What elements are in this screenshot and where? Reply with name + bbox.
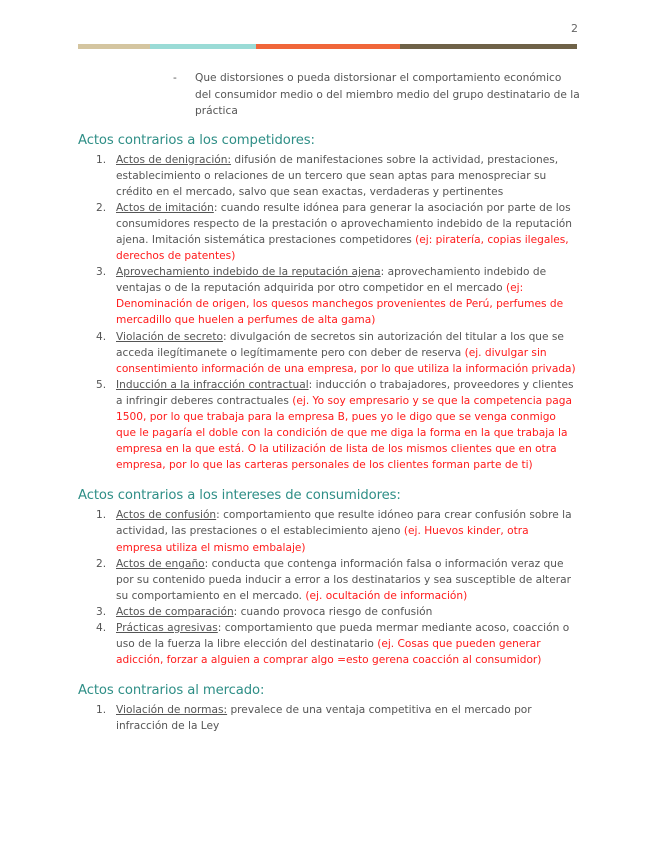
item-number: 5. [96,378,107,391]
item-number: 1. [96,509,107,522]
item-term: Violación de normas: [116,704,228,717]
color-bar-segment-teal [150,44,256,49]
item-example: (ej. Yo soy empresario y se que la competencia paga 1500, por lo que trabaja para la empresa B, pues yo le digo que se venga conmigo que le pagaría el doble con la condición de que me diga la forma en la que trabaja la empresa en la que está. O la utilización de lista de los mismos clientes que en otra empresa, por lo que las carteras personales de los clientes forman parte de ti) [116,394,572,472]
item-example: (ej. Cosas que pueden generar adicción, forzar a alguien a comprar algo =esto gerena coacción al consumidor) [116,638,542,667]
dash-bullet: - [173,72,177,84]
dash-list-item [173,70,580,120]
item-text: : cuando resulte idónea para generar la asociación por parte de los consumidores respecto de la prestación o aprovechamiento indebido de la reputación ajena. Imitación sistemática prestaciones competidores [116,201,572,246]
list-item [96,702,578,734]
consumidores-list [78,507,578,668]
item-example: (ej. ocultación de información) [305,589,468,602]
document-body [78,70,578,735]
list-item [96,604,578,620]
section-heading-competidores: Actos contrarios a los competidores: [78,132,315,148]
color-bar-segment-brown [400,44,577,49]
item-text: : comportamiento que pueda mermar mediante acoso, coacción o uso de la fuerza la libre elección del destinatario [116,622,570,651]
list-item [96,200,578,264]
list-item [96,507,578,555]
item-term: Actos de engaño [116,557,205,570]
item-term: Prácticas agresivas [116,622,218,635]
item-number: 2. [96,201,107,214]
item-number: 1. [96,153,107,166]
item-text: : inducción o trabajadores, proveedores y clientes a infringir deberes contractuales [116,378,574,407]
item-number: 4. [96,622,107,635]
page-number: 2 [571,22,578,35]
item-number: 4. [96,330,107,343]
section-heading-consumidores: Actos contrarios a los intereses de consumidores: [78,488,401,504]
item-text: : comportamiento que resulte idóneo para crear confusión sobre la actividad, las prestaciones o el establecimiento ajeno [116,509,572,538]
item-number: 3. [96,266,107,279]
item-text: difusión de manifestaciones sobre la actividad, prestaciones, establecimiento o relaciones de un tercero que sean aptas para menospreciar su crédito en el mercado, salvo que sean exactas, verdaderas y pertinentes [116,153,559,198]
list-item [96,264,578,328]
item-example: (ej. Huevos kinder, otra empresa utiliza el mismo embalaje) [116,525,529,554]
color-bar-segment-orange [256,44,400,49]
item-number: 3. [96,605,107,618]
decorative-color-bar [78,44,577,49]
section-heading-mercado: Actos contrarios al mercado: [78,683,265,699]
color-bar-segment-tan [78,44,150,49]
list-item [96,556,578,604]
list-item [96,377,578,474]
item-text: : conducta que contenga información falsa o información veraz que por su contenido pueda inducir a error a los destinatarios y sea susceptible de alterar su comportamiento en el mercado. [116,557,571,602]
list-item [96,152,578,200]
item-term: Actos de confusión [116,509,217,522]
item-text: : cuando provoca riesgo de confusión [233,605,433,618]
item-example: (ej. divulgar sin consentimiento información de una empresa, por lo que utiliza la información privada) [116,346,576,375]
item-number: 1. [96,704,107,717]
item-term: Aprovechamiento indebido de la reputación ajena [116,266,381,279]
item-term: Violación de secreto [116,330,223,343]
list-item [96,620,578,668]
item-text: : aprovechamiento indebido de ventajas o de la reputación adquirida por otro competidor en el mercado [116,266,547,295]
dash-item-text: Que distorsiones o pueda distorsionar el comportamiento económico del consumidor medio o del miembro medio del grupo destinatario de la práctica [195,72,580,117]
item-term: Actos de imitación [116,201,214,214]
item-number: 2. [96,557,107,570]
item-term: Actos de comparación [116,605,234,618]
item-text: prevalece de una ventaja competitiva en el mercado por infracción de la Ley [116,704,532,733]
competidores-list [78,152,578,474]
item-term: Inducción a la infracción contractual [116,378,309,391]
item-example: (ej: piratería, copias ilegales, derechos de patentes) [116,233,569,263]
item-text: : divulgación de secretos sin autorización del titular a los que se acceda ilegítimanete o legítimamente pero con deber de reserva [116,330,564,359]
mercado-list [78,702,578,734]
item-term: Actos de denigración: [116,153,232,166]
list-item [96,329,578,377]
item-example: (ej: Denominación de origen, los quesos manchegos provenientes de Perú, perfumes de mercadillo que huelen a perfumes de alta gama) [116,282,564,327]
